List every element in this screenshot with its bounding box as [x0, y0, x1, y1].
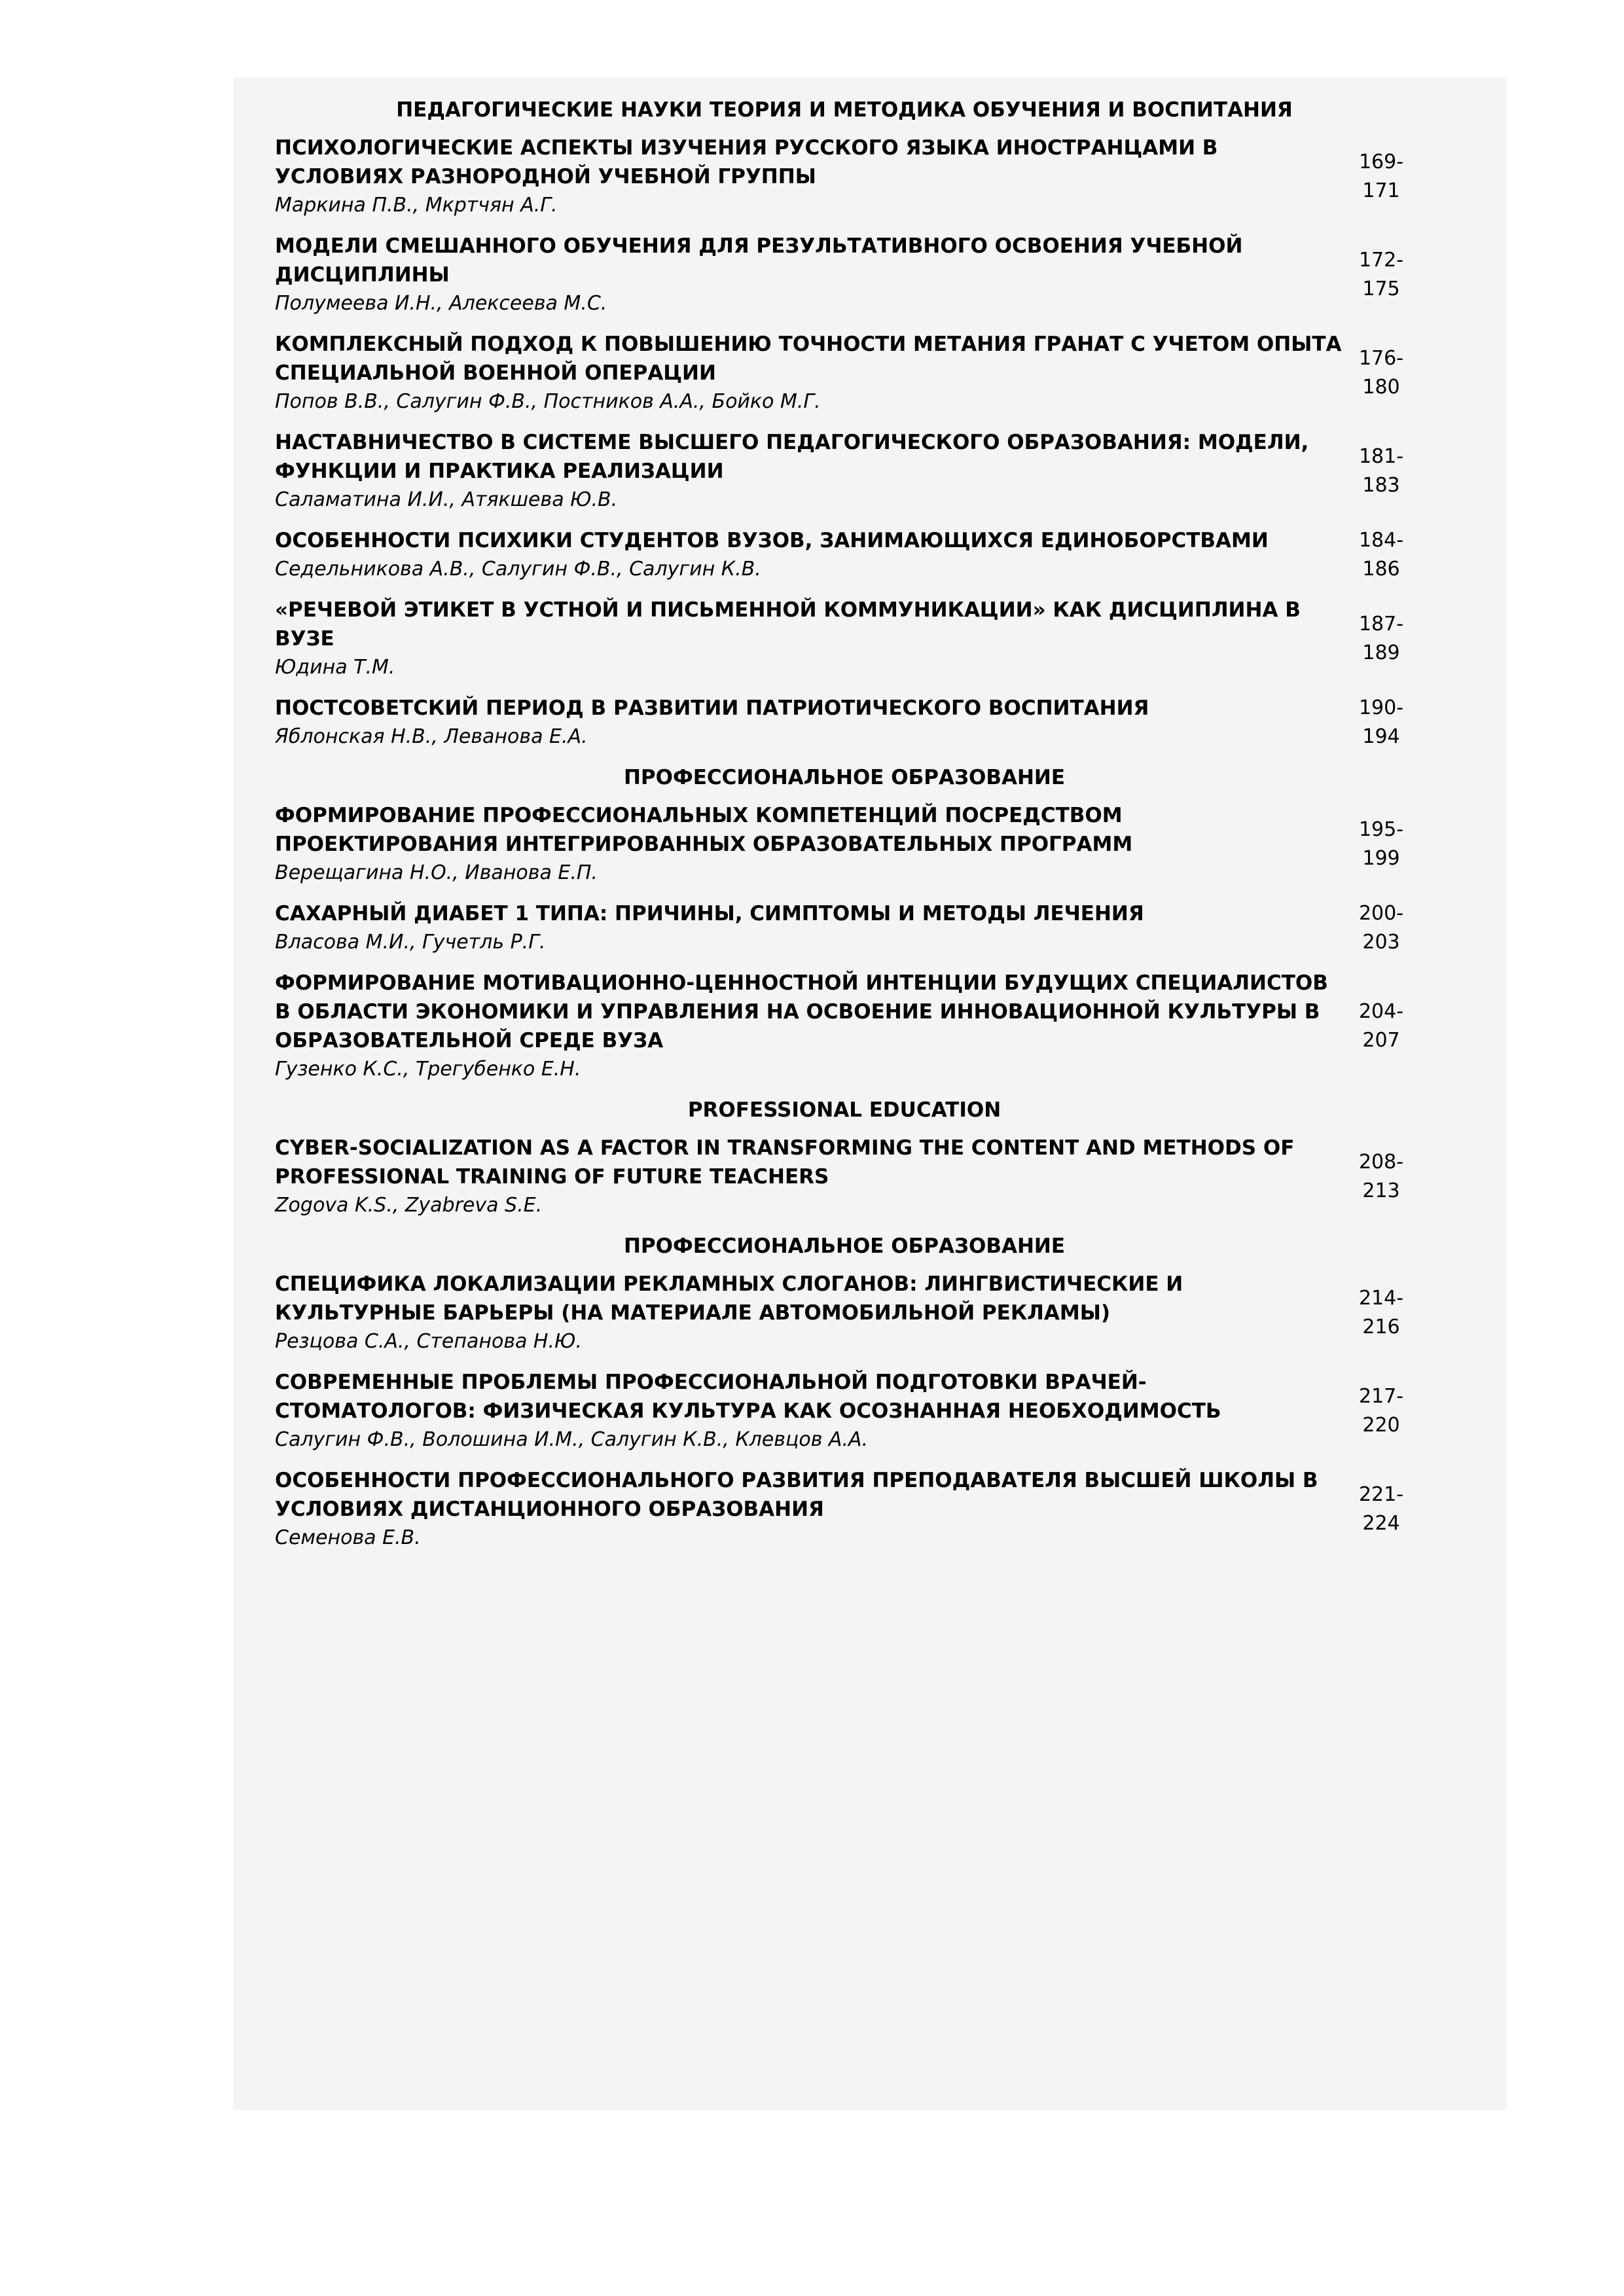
- entry-text: [275, 1270, 1342, 1356]
- entry-text: [275, 330, 1342, 416]
- entry-authors: Саламатина И.И., Атякшева Ю.В.: [275, 488, 618, 511]
- page-end: 220: [1362, 1414, 1400, 1437]
- entry-text: [275, 232, 1342, 318]
- entry-pages: [1348, 1480, 1414, 1538]
- entry-title: ОСОБЕННОСТИ ПСИХИКИ СТУДЕНТОВ ВУЗОВ, ЗАНИМАЮЩИХСЯ ЕДИНОБОРСТВАМИ: [275, 529, 1269, 552]
- entry-authors: Zogova K.S., Zyabreva S.E.: [275, 1194, 543, 1217]
- entry-text: [275, 428, 1342, 514]
- entry-title: ПОСТСОВЕТСКИЙ ПЕРИОД В РАЗВИТИИ ПАТРИОТИЧЕСКОГО ВОСПИТАНИЯ: [275, 696, 1149, 720]
- entry-authors: Гузенко К.С., Трегубенко Е.Н.: [275, 1058, 581, 1081]
- page-end: 180: [1362, 376, 1400, 399]
- toc-entry: [275, 428, 1414, 514]
- entry-title: МОДЕЛИ СМЕШАННОГО ОБУЧЕНИЯ ДЛЯ РЕЗУЛЬТАТИВНОГО ОСВОЕНИЯ УЧЕБНОЙ ДИСЦИПЛИНЫ: [275, 234, 1243, 287]
- entry-authors: Юдина Т.М.: [275, 656, 395, 679]
- entry-text: [275, 801, 1342, 888]
- section-heading: ПЕДАГОГИЧЕСКИЕ НАУКИ ТЕОРИЯ И МЕТОДИКА ОБУЧЕНИЯ И ВОСПИТАНИЯ: [396, 98, 1293, 122]
- page-start: 172-: [1358, 249, 1404, 272]
- toc-entry: [275, 232, 1414, 318]
- entry-pages: [1348, 899, 1414, 957]
- entry-pages: [1348, 442, 1414, 500]
- entry-pages: [1348, 997, 1414, 1055]
- entry-title: СОВРЕМЕННЫЕ ПРОБЛЕМЫ ПРОФЕССИОНАЛЬНОЙ ПОДГОТОВКИ ВРАЧЕЙ-СТОМАТОЛОГОВ: ФИЗИЧЕСКАЯ КУЛЬТУРА КАК ОСОЗНАННАЯ НЕОБХОДИМОСТЬ: [275, 1371, 1221, 1423]
- toc-entry: [275, 596, 1414, 682]
- page-end: 203: [1362, 931, 1400, 954]
- entry-authors: Верещагина Н.О., Иванова Е.П.: [275, 861, 598, 884]
- entry-text: [275, 1368, 1342, 1454]
- entry-title: НАСТАВНИЧЕСТВО В СИСТЕМЕ ВЫСШЕГО ПЕДАГОГИЧЕСКОГО ОБРАЗОВАНИЯ: МОДЕЛИ, ФУНКЦИИ И ПРАКТИКА РЕАЛИЗАЦИИ: [275, 431, 1309, 483]
- entry-authors: Резцова С.А., Степанова Н.Ю.: [275, 1330, 582, 1353]
- page-end: 199: [1362, 847, 1400, 870]
- entry-authors: Семенова Е.В.: [275, 1526, 421, 1549]
- page-end: 186: [1362, 558, 1400, 581]
- toc-entry: [275, 526, 1414, 584]
- entry-authors: Салугин Ф.В., Волошина И.М., Салугин К.В., Клевцов А.А.: [275, 1428, 869, 1451]
- page-start: 200-: [1358, 902, 1404, 925]
- entry-authors: Власова М.И., Гучетль Р.Г.: [275, 931, 546, 954]
- entry-title: САХАРНЫЙ ДИАБЕТ 1 ТИПА: ПРИЧИНЫ, СИМПТОМЫ И МЕТОДЫ ЛЕЧЕНИЯ: [275, 902, 1144, 925]
- entry-pages: [1348, 1382, 1414, 1440]
- page-start: 184-: [1358, 529, 1404, 552]
- toc-entry: [275, 801, 1414, 888]
- toc-entry: [275, 899, 1414, 957]
- entry-authors: Яблонская Н.В., Леванова Е.А.: [275, 725, 588, 748]
- entry-text: [275, 1134, 1342, 1220]
- entry-text: [275, 899, 1342, 957]
- page-end: 207: [1362, 1029, 1400, 1052]
- page-start: 190-: [1358, 696, 1404, 719]
- entry-title: CYBER-SOCIALIZATION AS A FACTOR IN TRANSFORMING THE CONTENT AND METHODS OF PROFESSIONAL TRAINING OF FUTURE TEACHERS: [275, 1136, 1295, 1189]
- entry-text: [275, 694, 1342, 751]
- page-end: 183: [1362, 474, 1400, 497]
- page-start: 195-: [1358, 818, 1404, 841]
- page-end: 175: [1362, 278, 1400, 300]
- page-start: 181-: [1358, 445, 1404, 468]
- entry-title: КОМПЛЕКСНЫЙ ПОДХОД К ПОВЫШЕНИЮ ТОЧНОСТИ МЕТАНИЯ ГРАНАТ С УЧЕТОМ ОПЫТА СПЕЦИАЛЬНОЙ ВОЕННОЙ ОПЕРАЦИИ: [275, 332, 1342, 385]
- toc-entry: [275, 1466, 1414, 1552]
- entry-pages: [1348, 148, 1414, 206]
- entry-title: ОСОБЕННОСТИ ПРОФЕССИОНАЛЬНОГО РАЗВИТИЯ ПРЕПОДАВАТЕЛЯ ВЫСШЕЙ ШКОЛЫ В УСЛОВИЯХ ДИСТАНЦИОННОГО ОБРАЗОВАНИЯ: [275, 1469, 1318, 1521]
- entry-pages: [1348, 344, 1414, 402]
- entry-text: [275, 596, 1342, 682]
- entry-pages: [1348, 1284, 1414, 1342]
- entry-text: [275, 134, 1342, 220]
- page-start: 187-: [1358, 613, 1404, 636]
- toc-entry: [275, 134, 1414, 220]
- entry-pages: [1348, 816, 1414, 873]
- entry-title: ФОРМИРОВАНИЕ ПРОФЕССИОНАЛЬНЫХ КОМПЕТЕНЦИЙ ПОСРЕДСТВОМ ПРОЕКТИРОВАНИЯ ИНТЕГРИРОВАННЫХ ОБРАЗОВАТЕЛЬНЫХ ПРОГРАММ: [275, 804, 1133, 856]
- section-heading: ПРОФЕССИОНАЛЬНОЕ ОБРАЗОВАНИЕ: [623, 1234, 1066, 1258]
- entry-pages: [1348, 1148, 1414, 1206]
- section-heading: ПРОФЕССИОНАЛЬНОЕ ОБРАЗОВАНИЕ: [623, 766, 1066, 789]
- toc-entry: [275, 969, 1414, 1084]
- page-end: 189: [1362, 641, 1400, 664]
- page-end: 216: [1362, 1316, 1400, 1338]
- toc-entry: [275, 1270, 1414, 1356]
- entry-title: ФОРМИРОВАНИЕ МОТИВАЦИОННО-ЦЕННОСТНОЙ ИНТЕНЦИИ БУДУЩИХ СПЕЦИАЛИСТОВ В ОБЛАСТИ ЭКОНОМИКИ И УПРАВЛЕНИЯ НА ОСВОЕНИЕ ИННОВАЦИОННОЙ КУЛЬТУРЫ В ОБРАЗОВАТЕЛЬНОЙ СРЕДЕ ВУЗА: [275, 971, 1328, 1052]
- page-start: 208-: [1358, 1151, 1404, 1174]
- page-start: 176-: [1358, 347, 1404, 370]
- entry-authors: Полумеева И.Н., Алексеева М.С.: [275, 292, 607, 315]
- page-end: 171: [1362, 179, 1400, 202]
- table-of-contents: [275, 96, 1414, 1564]
- entry-text: [275, 526, 1342, 584]
- entry-pages: [1348, 610, 1414, 668]
- entry-pages: [1348, 526, 1414, 584]
- entry-text: [275, 1466, 1342, 1552]
- page-end: 213: [1362, 1179, 1400, 1202]
- page-end: 194: [1362, 725, 1400, 748]
- page-start: 214-: [1358, 1287, 1404, 1310]
- entry-title: ПСИХОЛОГИЧЕСКИЕ АСПЕКТЫ ИЗУЧЕНИЯ РУССКОГО ЯЗЫКА ИНОСТРАНЦАМИ В УСЛОВИЯХ РАЗНОРОДНОЙ УЧЕБНОЙ ГРУППЫ: [275, 136, 1218, 188]
- toc-entry: [275, 1368, 1414, 1454]
- page-start: 221-: [1358, 1483, 1404, 1506]
- toc-entry: [275, 330, 1414, 416]
- page-end: 224: [1362, 1512, 1400, 1535]
- entry-authors: Седельникова А.В., Салугин Ф.В., Салугин К.В.: [275, 558, 761, 581]
- entry-pages: [1348, 246, 1414, 304]
- toc-entry: [275, 1134, 1414, 1220]
- toc-entry: [275, 694, 1414, 751]
- page-start: 217-: [1358, 1385, 1404, 1408]
- entry-title: СПЕЦИФИКА ЛОКАЛИЗАЦИИ РЕКЛАМНЫХ СЛОГАНОВ: ЛИНГВИСТИЧЕСКИЕ И КУЛЬТУРНЫЕ БАРЬЕРЫ (НА МАТЕРИАЛЕ АВТОМОБИЛЬНОЙ РЕКЛАМЫ): [275, 1272, 1183, 1325]
- entry-pages: [1348, 694, 1414, 751]
- section-heading: PROFESSIONAL EDUCATION: [687, 1098, 1001, 1122]
- entry-authors: Попов В.В., Салугин Ф.В., Постников А.А., Бойко М.Г.: [275, 390, 821, 413]
- entry-title: «РЕЧЕВОЙ ЭТИКЕТ В УСТНОЙ И ПИСЬМЕННОЙ КОММУНИКАЦИИ» КАК ДИСЦИПЛИНА В ВУЗЕ: [275, 598, 1301, 651]
- page-start: 204-: [1358, 1000, 1404, 1023]
- page-start: 169-: [1358, 151, 1404, 173]
- entry-text: [275, 969, 1342, 1084]
- entry-authors: Маркина П.В., Мкртчян А.Г.: [275, 194, 558, 217]
